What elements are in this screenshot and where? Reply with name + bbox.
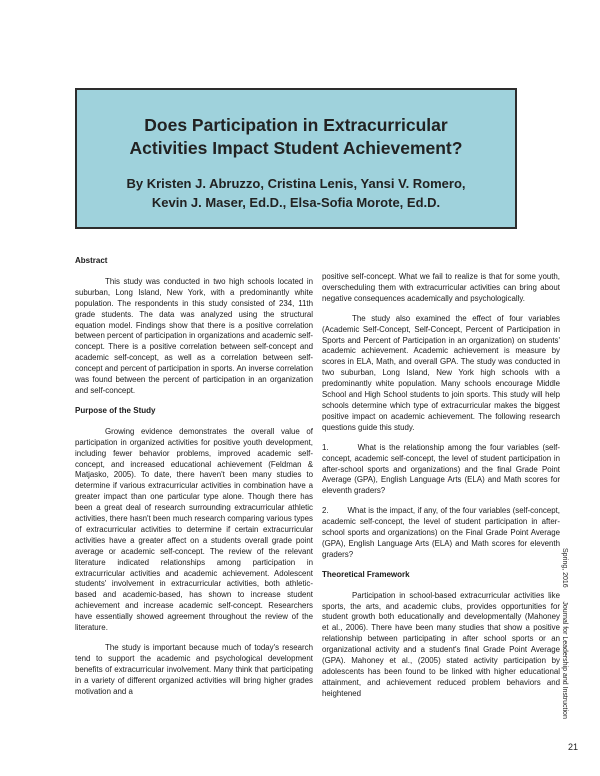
- research-question-1: 1. What is the relationship among the four variables (self-concept, academic self-concept, the level of student participation in after-school sports and organizations) and the final Grade Point Average (GPA), English Language Arts (ELA) and Math scores for eleventh graders?: [322, 442, 560, 496]
- framework-text: Participation in school-based extracurricular activities like sports, the arts, and academic clubs, provides opportunities for student growth both educationally and developmentally (Mahoney et al., 2006). There have been many studies that show a positive relationship between participating in after school sports or an organizational activity and a student's final Grade Point Average (GPA). Mahoney et al., (2005) stated activity participation by adolescents has been found to be linked with higher educational attainment, and achievement reduced problem behaviors and heightened: [322, 590, 560, 698]
- framework-heading: Theoretical Framework: [322, 569, 410, 579]
- running-header: [557, 548, 571, 748]
- right-column: [322, 272, 560, 709]
- purpose-paragraph-2: The study is important because much of today's research tend to support the academic and psychological development benefits of extracurricular involvement. Many think that participating in a variety of different organized activities will bring higher grades motivation and a: [75, 643, 313, 696]
- title-line-2: Activities Impact Student Achievement?: [129, 138, 463, 158]
- abstract-heading: Abstract: [75, 256, 108, 265]
- abstract-text: This study was conducted in two high schools located in suburban, Long Island, New York, with a predominantly white population. The respondents in this study consisted of 234, 11th grade students. The data was analyzed using the structural equation model. Findings show that there is a positive correlation between percent of participation in organizations and academic self-concept. There is a positive correlation between self-concept and academic self-concept, as well as a correlation between self-concept and percent of participation in sports. An inverse correlation was found between the percent of participation in an organization and self-concept.: [75, 276, 313, 395]
- research-question-2: 2. What is the impact, if any, of the four variables (self-concept, academic self-concept, the level of student participation in after-school sports and organizations) on the Final Grade Point Average (GPA), English Language Arts (ELA) and Math scores for eleventh graders?: [322, 506, 560, 559]
- purpose-heading: Purpose of the Study: [75, 405, 156, 415]
- authors-line-2: Kevin J. Maser, Ed.D., Elsa-Sofia Morote, Ed.D.: [151, 195, 441, 210]
- title-box: [75, 88, 517, 229]
- issue-date: Spring, 2016: [561, 548, 568, 588]
- purpose-paragraph-3: The study also examined the effect of four variables (Academic Self-Concept, Self-Concept, Percent of Participation in Sports and Percent of Participation in an organization) on students' academic achievement. Academic achievement is measure by scores in ELA, Math, and overall GPA. The study was conducted in two suburban, Long Island, New York high schools with a predominantly white population. Many schools encourage Middle School and High School students to join sports. This study will help schools determine which type of extracurricular makes the biggest positive impact on academic achievement. The following research questions guide this study.: [322, 313, 560, 432]
- journal-title: Journal for Leadership and Instruction: [561, 601, 568, 719]
- article-title: [87, 114, 505, 160]
- author-list: [83, 174, 509, 212]
- purpose-paragraph-1: Growing evidence demonstrates the overall value of participation in organized activities for positive youth development, including fewer behavior problems, improved academic self-concept, and increased educational achievement (Feldman & Matjasko, 2005). To date, there haven't been many studies to determine if various extracurricular activities in combination have a greater impact than one particular type alone. Though there has been a great deal of research surrounding extracurricular athletic activities, there hasn't been much research comparing various types of extracurricular activities to determine if certain extracurricular activities have a greater affect on a students overall grade point average or academic self-concept. The review of the relevant literature indicated relationships among participation in extracurricular activities and academic achievement. Adolescent students' involvement in extracurricular activities, both athletic-based and academic-based, has shown to increase student achievement and increase academic self-concept. Researchers have essentially showed agreement throughout the review of the literature.: [75, 426, 313, 633]
- left-column: [75, 256, 313, 707]
- purpose-paragraph-2-continued: positive self-concept. What we fail to realize is that for some youth, overscheduling them with extracurricular activities can bring about negative consequences academically and psychologically.: [322, 272, 560, 303]
- page-number: 21: [568, 742, 579, 752]
- authors-line-1: By Kristen J. Abruzzo, Cristina Lenis, Yansi V. Romero,: [126, 176, 466, 191]
- title-line-1: Does Participation in Extracurricular: [144, 115, 448, 135]
